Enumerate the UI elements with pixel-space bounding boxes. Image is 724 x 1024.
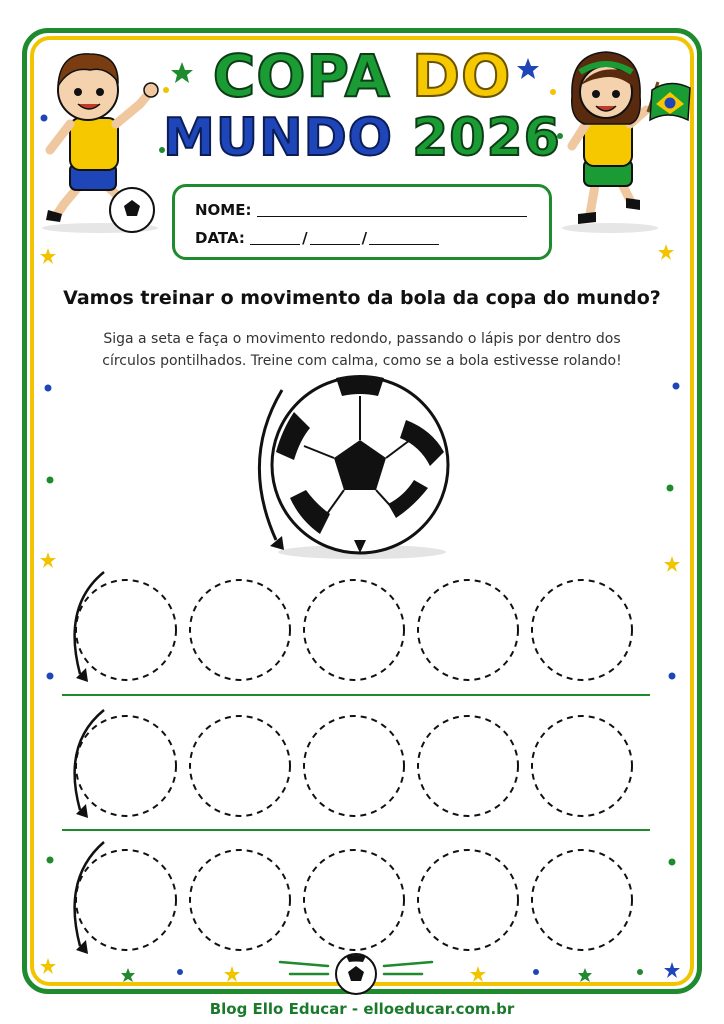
tracing-circle[interactable]	[418, 716, 518, 816]
student-info-box	[172, 184, 552, 260]
tracing-circle[interactable]	[76, 850, 176, 950]
page-title-line-2	[0, 108, 724, 168]
date-separator: /	[361, 229, 368, 247]
tracing-circle[interactable]	[418, 580, 518, 680]
date-separator: /	[302, 229, 308, 247]
tracing-circle[interactable]	[532, 850, 632, 950]
soccer-ball-icon	[272, 375, 448, 559]
title-word-copa: COPA	[212, 42, 391, 110]
tracing-row-2	[62, 710, 650, 830]
date-label: DATA:	[195, 229, 245, 247]
tracing-circle[interactable]	[532, 580, 632, 680]
title-word-mundo: MUNDO	[163, 108, 393, 168]
name-blank[interactable]	[257, 202, 527, 217]
activity-instructions	[82, 328, 642, 372]
tracing-circle[interactable]	[190, 580, 290, 680]
activity-question: Vamos treinar o movimento da bola da copa do mundo?	[63, 287, 661, 309]
instructions-line-1: Siga a seta e faça o movimento redondo, passando o lápis por dentro dos	[103, 331, 621, 347]
name-label: NOME:	[195, 201, 252, 219]
tracing-row-3	[75, 842, 632, 954]
tracing-row-1	[62, 572, 650, 695]
tracing-circle[interactable]	[190, 850, 290, 950]
tracing-circle[interactable]	[304, 716, 404, 816]
tracing-circle[interactable]	[418, 850, 518, 950]
title-word-do: DO	[411, 42, 512, 110]
tracing-circle[interactable]	[190, 716, 290, 816]
tracing-circle[interactable]	[532, 716, 632, 816]
title-word-year: 2026	[412, 108, 561, 168]
date-day-blank[interactable]	[250, 230, 300, 245]
curved-arrow-icon	[75, 572, 104, 674]
tracing-circle[interactable]	[304, 850, 404, 950]
page-title-line-1	[0, 44, 724, 108]
curved-arrow-icon	[75, 710, 104, 810]
date-field[interactable]	[195, 229, 439, 247]
tracing-circle[interactable]	[76, 580, 176, 680]
soccer-ball-icon	[280, 954, 432, 994]
curved-arrow-icon	[75, 842, 104, 946]
date-month-blank[interactable]	[310, 230, 360, 245]
tracing-circle[interactable]	[304, 580, 404, 680]
date-year-blank[interactable]	[369, 230, 439, 245]
instructions-line-2: círculos pontilhados. Treine com calma, como se a bola estivesse rolando!	[102, 353, 622, 369]
tracing-circle[interactable]	[76, 716, 176, 816]
footer-credit: Blog Ello Educar - elloeducar.com.br	[209, 1000, 515, 1018]
star-icon	[664, 962, 680, 978]
name-field[interactable]	[195, 201, 527, 219]
